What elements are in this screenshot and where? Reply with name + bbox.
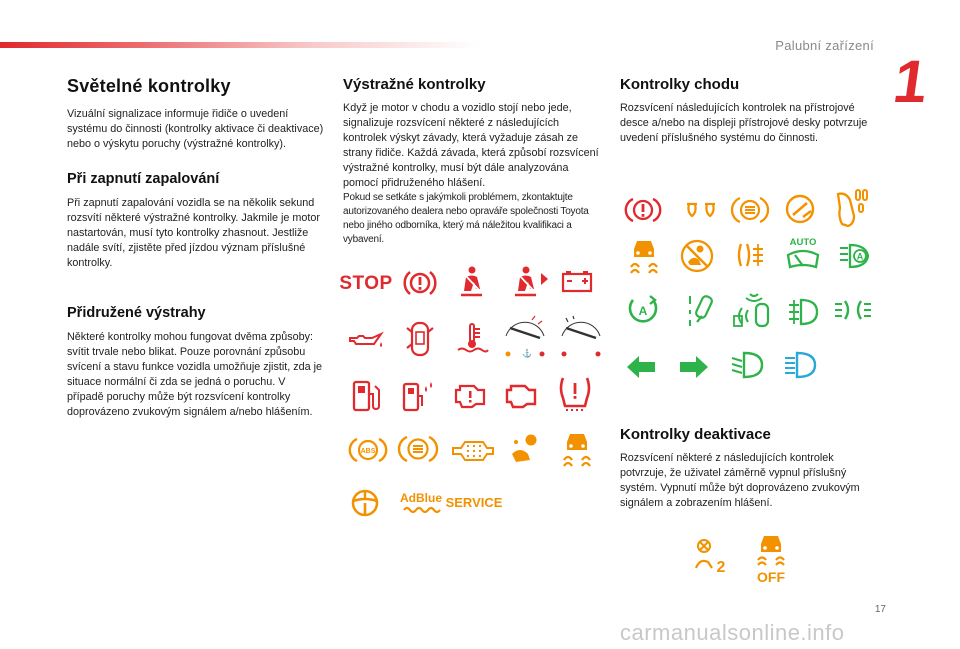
svg-text:2: 2 [716,559,726,576]
stop-icon [339,270,393,294]
engine-check-icon [452,380,490,410]
adblue-icon [398,490,444,516]
auto-wiper-icon [784,235,822,275]
warning-note: Pokud se setkáte s jakýmkoli problémem, zkontaktujte autorizovaného dealera nebo opraváře společnosti Toyota nebo jiného odborníka, který má náležitou kvalifikaci a vybavení. [343,192,589,245]
coolant-temp-icon [455,322,489,356]
page-number: 17 [874,604,886,615]
svg-text:AdBlue: AdBlue [400,491,442,505]
stop-start-icon [625,294,661,326]
turn-right-icon [678,354,710,380]
seatbelt-icon [456,265,486,297]
sidelamps-icon [833,298,873,322]
parking-sensor-icon [730,290,774,330]
svg-text:OFF: OFF [757,569,785,585]
watermark[interactable]: carmanualsonline.info [620,620,845,645]
fuel-low-icon [350,378,382,414]
skid-icon [627,237,661,275]
battery-icon [561,269,593,293]
tyre-pressure-icon [557,374,593,414]
skid-icon [560,430,594,468]
svg-text:⚓: ⚓ [522,349,532,358]
svg-text:STOP: STOP [339,273,393,294]
svg-text:SERVICE: SERVICE [445,495,503,510]
header-stripe [0,42,480,48]
esp-off-icon [753,532,789,584]
airbag-off-icon [679,238,715,274]
gauge-icon [502,316,548,358]
ignition-text: Při zapnutí zapalování vozidla se na několik sekund rozsvítí některé výstražné kontrolky. Jakmile je motor nastartován, musí tyto kontrolky zhasnout. Jestliže nadále svítí, zjistěte před jízdou význam příslušné kontrolky. [67,197,321,269]
warning-heading: Výstražné kontrolky [343,76,486,93]
speed-limit-icon [783,193,817,225]
running-text: Rozsvícení následujících kontrolek na přístrojové desce a/nebo na displeji přístrojové desky potvrzuje uvedení příslušného systému do činnosti. [620,102,868,144]
svg-text:A: A [638,304,648,318]
intro-text: Vizuální signalizace informuje řidiče o uvedení systému do činnosti (kontrolky aktivace či deaktivace) nebo o výskytu poruchy (výstražné kontrolky). [67,108,324,150]
engine-icon [503,380,541,410]
seatbelt-passenger-off-icon [692,538,728,576]
running-heading: Kontrolky chodu [620,76,740,93]
brake-pad-icon [734,195,766,225]
section-title: Palubní zařízení [775,38,874,53]
svg-text:AUTO: AUTO [789,237,817,248]
associated-alerts-text: Některé kontrolky mohou fungovat dvěma způsoby: svítit trvale nebo blikat. Pouze porovnání způsobu svícení a stavu funkce vozidla umožňuje zjistit, zda je situace normální či zda se jedná o poruchu. V případě poruchy může být rozsvícení kontrolky doprovázeno zvukovým signálem a/nebo hlášením. [67,331,323,418]
fuel-diesel-icon [400,378,436,414]
deactivation-heading: Kontrolky deaktivace [620,426,771,443]
door-open-icon [405,320,435,358]
page-title: Světelné kontrolky [67,76,231,96]
svg-text:ABS: ABS [360,448,376,455]
brake-warning-icon [403,268,437,298]
oil-pressure-icon [348,330,384,352]
service-icon [445,493,503,511]
column-deactivation [620,426,880,511]
dipped-beam-icon [730,350,764,380]
front-fog-icon [787,296,819,328]
airbag-icon [508,432,544,466]
ignition-heading: Při zapnutí zapalování [67,171,220,187]
turn-left-icon [625,354,657,380]
rear-fog-icon [735,238,769,272]
brake-icon [627,196,659,224]
svg-text:A: A [856,251,864,262]
column-running [620,76,880,146]
foot-on-brake-icon [832,186,872,230]
steering-icon [350,488,380,518]
passenger-seatbelt-icon [510,265,550,297]
warning-text: Když je motor v chodu a vozidlo stojí nebo jede, signalizuje rozsvícení některé z následujících kontrolek výskyt závady, která vyžaduje zásah ze strany řidiče. Každá závada, která způsobí rozsvícení výstražné kontrolky, musí být dále analyzována pomocí přidruženého hlášení. [343,102,599,189]
gauge-icon [558,316,604,358]
abs-icon [351,436,385,464]
particle-filter-icon [451,438,495,464]
door-key-icon [685,292,715,330]
associated-alerts-heading: Přidružené výstrahy [67,305,206,321]
glow-plug-icon [684,200,718,220]
auto-headlamp-icon [838,242,874,270]
chapter-number: 1 [889,48,933,115]
column-warning [343,76,601,247]
main-beam-icon [783,350,817,380]
deactivation-text: Rozsvícení některé z následujících kontrolek potvrzuje, že uživatel záměrně vypnul příslušný systém. Vypnutí může být doprovázeno zvukovým signálem a zobrazením hlášení. [620,452,860,509]
brake-icon [401,434,435,464]
column-lights [67,76,325,420]
